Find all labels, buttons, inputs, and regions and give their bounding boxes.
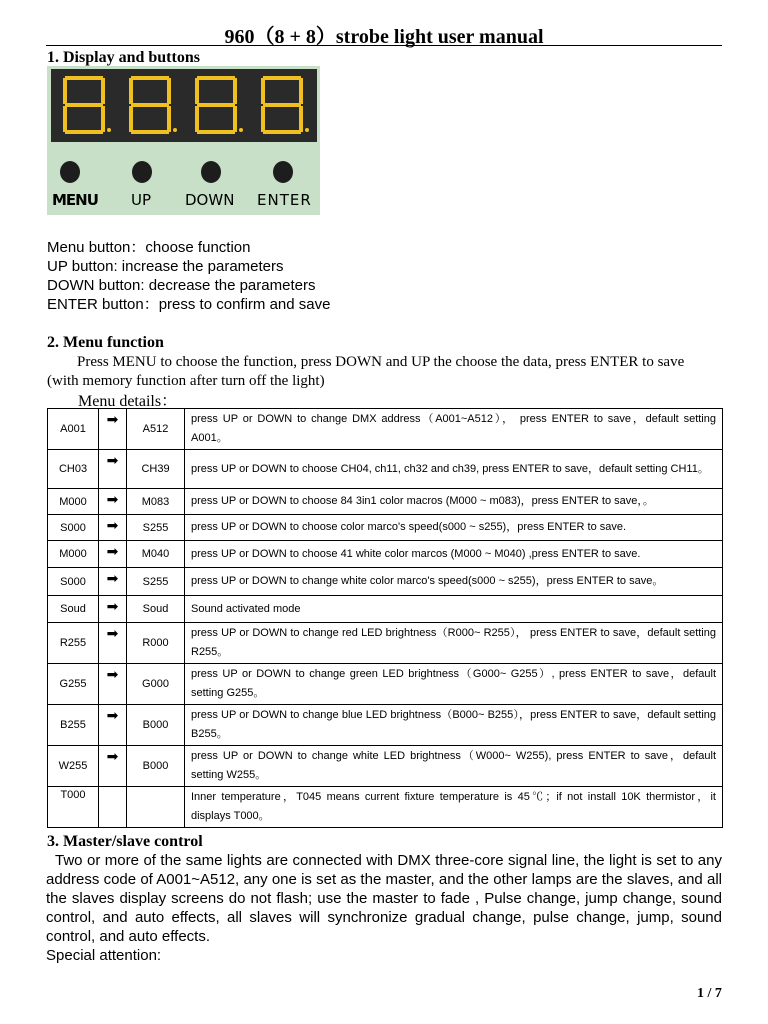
code-from: CH03 bbox=[48, 450, 99, 489]
code-to: CH39 bbox=[127, 450, 185, 489]
digit-4 bbox=[255, 74, 311, 136]
arrow-icon: ➡ bbox=[99, 596, 127, 623]
section3-paragraph: Two or more of the same lights are connected with DMX three-core signal line, the light is set to any address code of A001~A512, any one is set as the master, and the other lamps are the slaves, and all the slaves display screens do not flash; use the master to fade , Pulse change, jump change, sound control, and auto effects, all slaves will synchronize gradual change, pulse change, jump, sound control, and auto effects. bbox=[46, 852, 722, 945]
section2-intro-line1: Press MENU to choose the function, press DOWN and UP the choose the data, press ENTER to save bbox=[77, 354, 685, 370]
document-title: 960（8 + 8）strobe light user manual bbox=[224, 26, 544, 48]
code-from: R255 bbox=[48, 623, 99, 664]
table-row bbox=[48, 623, 723, 664]
arrow-icon: ➡ bbox=[99, 515, 127, 541]
menu-details-label: Menu details： bbox=[78, 393, 178, 410]
menu-details-table bbox=[47, 408, 723, 828]
down-label: DOWN bbox=[185, 191, 235, 209]
arrow-icon: ➡ bbox=[99, 623, 127, 664]
code-to: A512 bbox=[127, 409, 185, 450]
row-description: press UP or DOWN to choose color marco's speed(s000 ~ s255)，press ENTER to save. bbox=[185, 515, 723, 541]
code-to: M040 bbox=[127, 541, 185, 568]
table-row bbox=[48, 787, 723, 828]
lcd-display bbox=[51, 69, 317, 142]
digit-2 bbox=[123, 74, 179, 136]
row-description: press UP or DOWN to change white LED brightness（W000~ W255), press ENTER to save，default setting W255。 bbox=[185, 746, 723, 787]
arrow-icon: ➡ bbox=[99, 664, 127, 705]
arrow-icon bbox=[99, 787, 127, 828]
row-description: press UP or DOWN to change red LED brightness（R000~ R255）， press ENTER to save，default setting R255。 bbox=[185, 623, 723, 664]
table-row bbox=[48, 596, 723, 623]
code-from: W255 bbox=[48, 746, 99, 787]
table-row bbox=[48, 541, 723, 568]
code-to: B000 bbox=[127, 746, 185, 787]
code-to: M083 bbox=[127, 489, 185, 515]
down-button-dot bbox=[201, 161, 221, 183]
row-description: press UP or DOWN to change DMX address（A001~A512）， press ENTER to save，default setting A001。 bbox=[185, 409, 723, 450]
special-attention: Special attention: bbox=[46, 947, 162, 964]
code-to: R000 bbox=[127, 623, 185, 664]
row-description: press UP or DOWN to change white color marco's speed(s000 ~ s255)，press ENTER to save。 bbox=[185, 568, 723, 596]
code-from: Soud bbox=[48, 596, 99, 623]
section2-heading: 2. Menu function bbox=[47, 334, 164, 351]
arrow-icon: ➡ bbox=[99, 409, 127, 450]
arrow-icon: ➡ bbox=[99, 489, 127, 515]
button-desc-enter: ENTER button：press to confirm and save bbox=[47, 296, 331, 313]
page-number: 1 / 7 bbox=[697, 986, 722, 1001]
code-from: T000 bbox=[48, 787, 99, 828]
code-from: M000 bbox=[48, 489, 99, 515]
enter-label: ENTER bbox=[257, 191, 312, 209]
table-row bbox=[48, 746, 723, 787]
control-panel-image bbox=[47, 66, 320, 215]
section2-intro-line2: (with memory function after turn off the light) bbox=[47, 373, 325, 389]
table-row bbox=[48, 489, 723, 515]
row-description: press UP or DOWN to choose CH04, ch11, ch32 and ch39, press ENTER to save，default setting CH11。 bbox=[185, 450, 723, 489]
code-from: G255 bbox=[48, 664, 99, 705]
code-from: M000 bbox=[48, 541, 99, 568]
arrow-icon: ➡ bbox=[99, 450, 127, 489]
code-to bbox=[127, 787, 185, 828]
section3-body bbox=[46, 851, 722, 965]
row-description: press UP or DOWN to choose 41 white color marcos (M000 ~ M040) ,press ENTER to save. bbox=[185, 541, 723, 568]
row-description: Inner temperature，T045 means current fixture temperature is 45℃；if not install 10K thermistor，it displays T000。 bbox=[185, 787, 723, 828]
menu-label: MENU bbox=[52, 191, 98, 209]
digit-1 bbox=[57, 74, 113, 136]
arrow-icon: ➡ bbox=[99, 541, 127, 568]
table-row bbox=[48, 705, 723, 746]
section1-heading: 1. Display and buttons bbox=[47, 49, 200, 66]
menu-button-dot bbox=[60, 161, 80, 183]
button-desc-down: DOWN button: decrease the parameters bbox=[47, 277, 316, 294]
arrow-icon: ➡ bbox=[99, 568, 127, 596]
code-from: A001 bbox=[48, 409, 99, 450]
code-to: S255 bbox=[127, 568, 185, 596]
digit-3 bbox=[189, 74, 245, 136]
row-description: press UP or DOWN to choose 84 3in1 color macros (M000 ~ m083)，press ENTER to save，。 bbox=[185, 489, 723, 515]
code-from: B255 bbox=[48, 705, 99, 746]
button-desc-menu: Menu button：choose function bbox=[47, 239, 251, 256]
row-description: press UP or DOWN to change blue LED brightness（B000~ B255），press ENTER to save，default setting B255。 bbox=[185, 705, 723, 746]
code-to: Soud bbox=[127, 596, 185, 623]
row-description: Sound activated mode bbox=[185, 596, 723, 623]
code-to: S255 bbox=[127, 515, 185, 541]
button-desc-up: UP button: increase the parameters bbox=[47, 258, 284, 275]
code-from: S000 bbox=[48, 568, 99, 596]
row-description: press UP or DOWN to change green LED brightness（G000~ G255）, press ENTER to save，default setting G255。 bbox=[185, 664, 723, 705]
table-row bbox=[48, 664, 723, 705]
code-to: B000 bbox=[127, 705, 185, 746]
title-rule bbox=[46, 45, 722, 46]
code-to: G000 bbox=[127, 664, 185, 705]
table-row bbox=[48, 515, 723, 541]
enter-button-dot bbox=[273, 161, 293, 183]
arrow-icon: ➡ bbox=[99, 746, 127, 787]
table-row bbox=[48, 450, 723, 489]
arrow-icon: ➡ bbox=[99, 705, 127, 746]
section3-heading: 3. Master/slave control bbox=[47, 833, 203, 850]
table-row bbox=[48, 568, 723, 596]
up-button-dot bbox=[132, 161, 152, 183]
up-label: UP bbox=[131, 191, 152, 209]
table-row bbox=[48, 409, 723, 450]
code-from: S000 bbox=[48, 515, 99, 541]
